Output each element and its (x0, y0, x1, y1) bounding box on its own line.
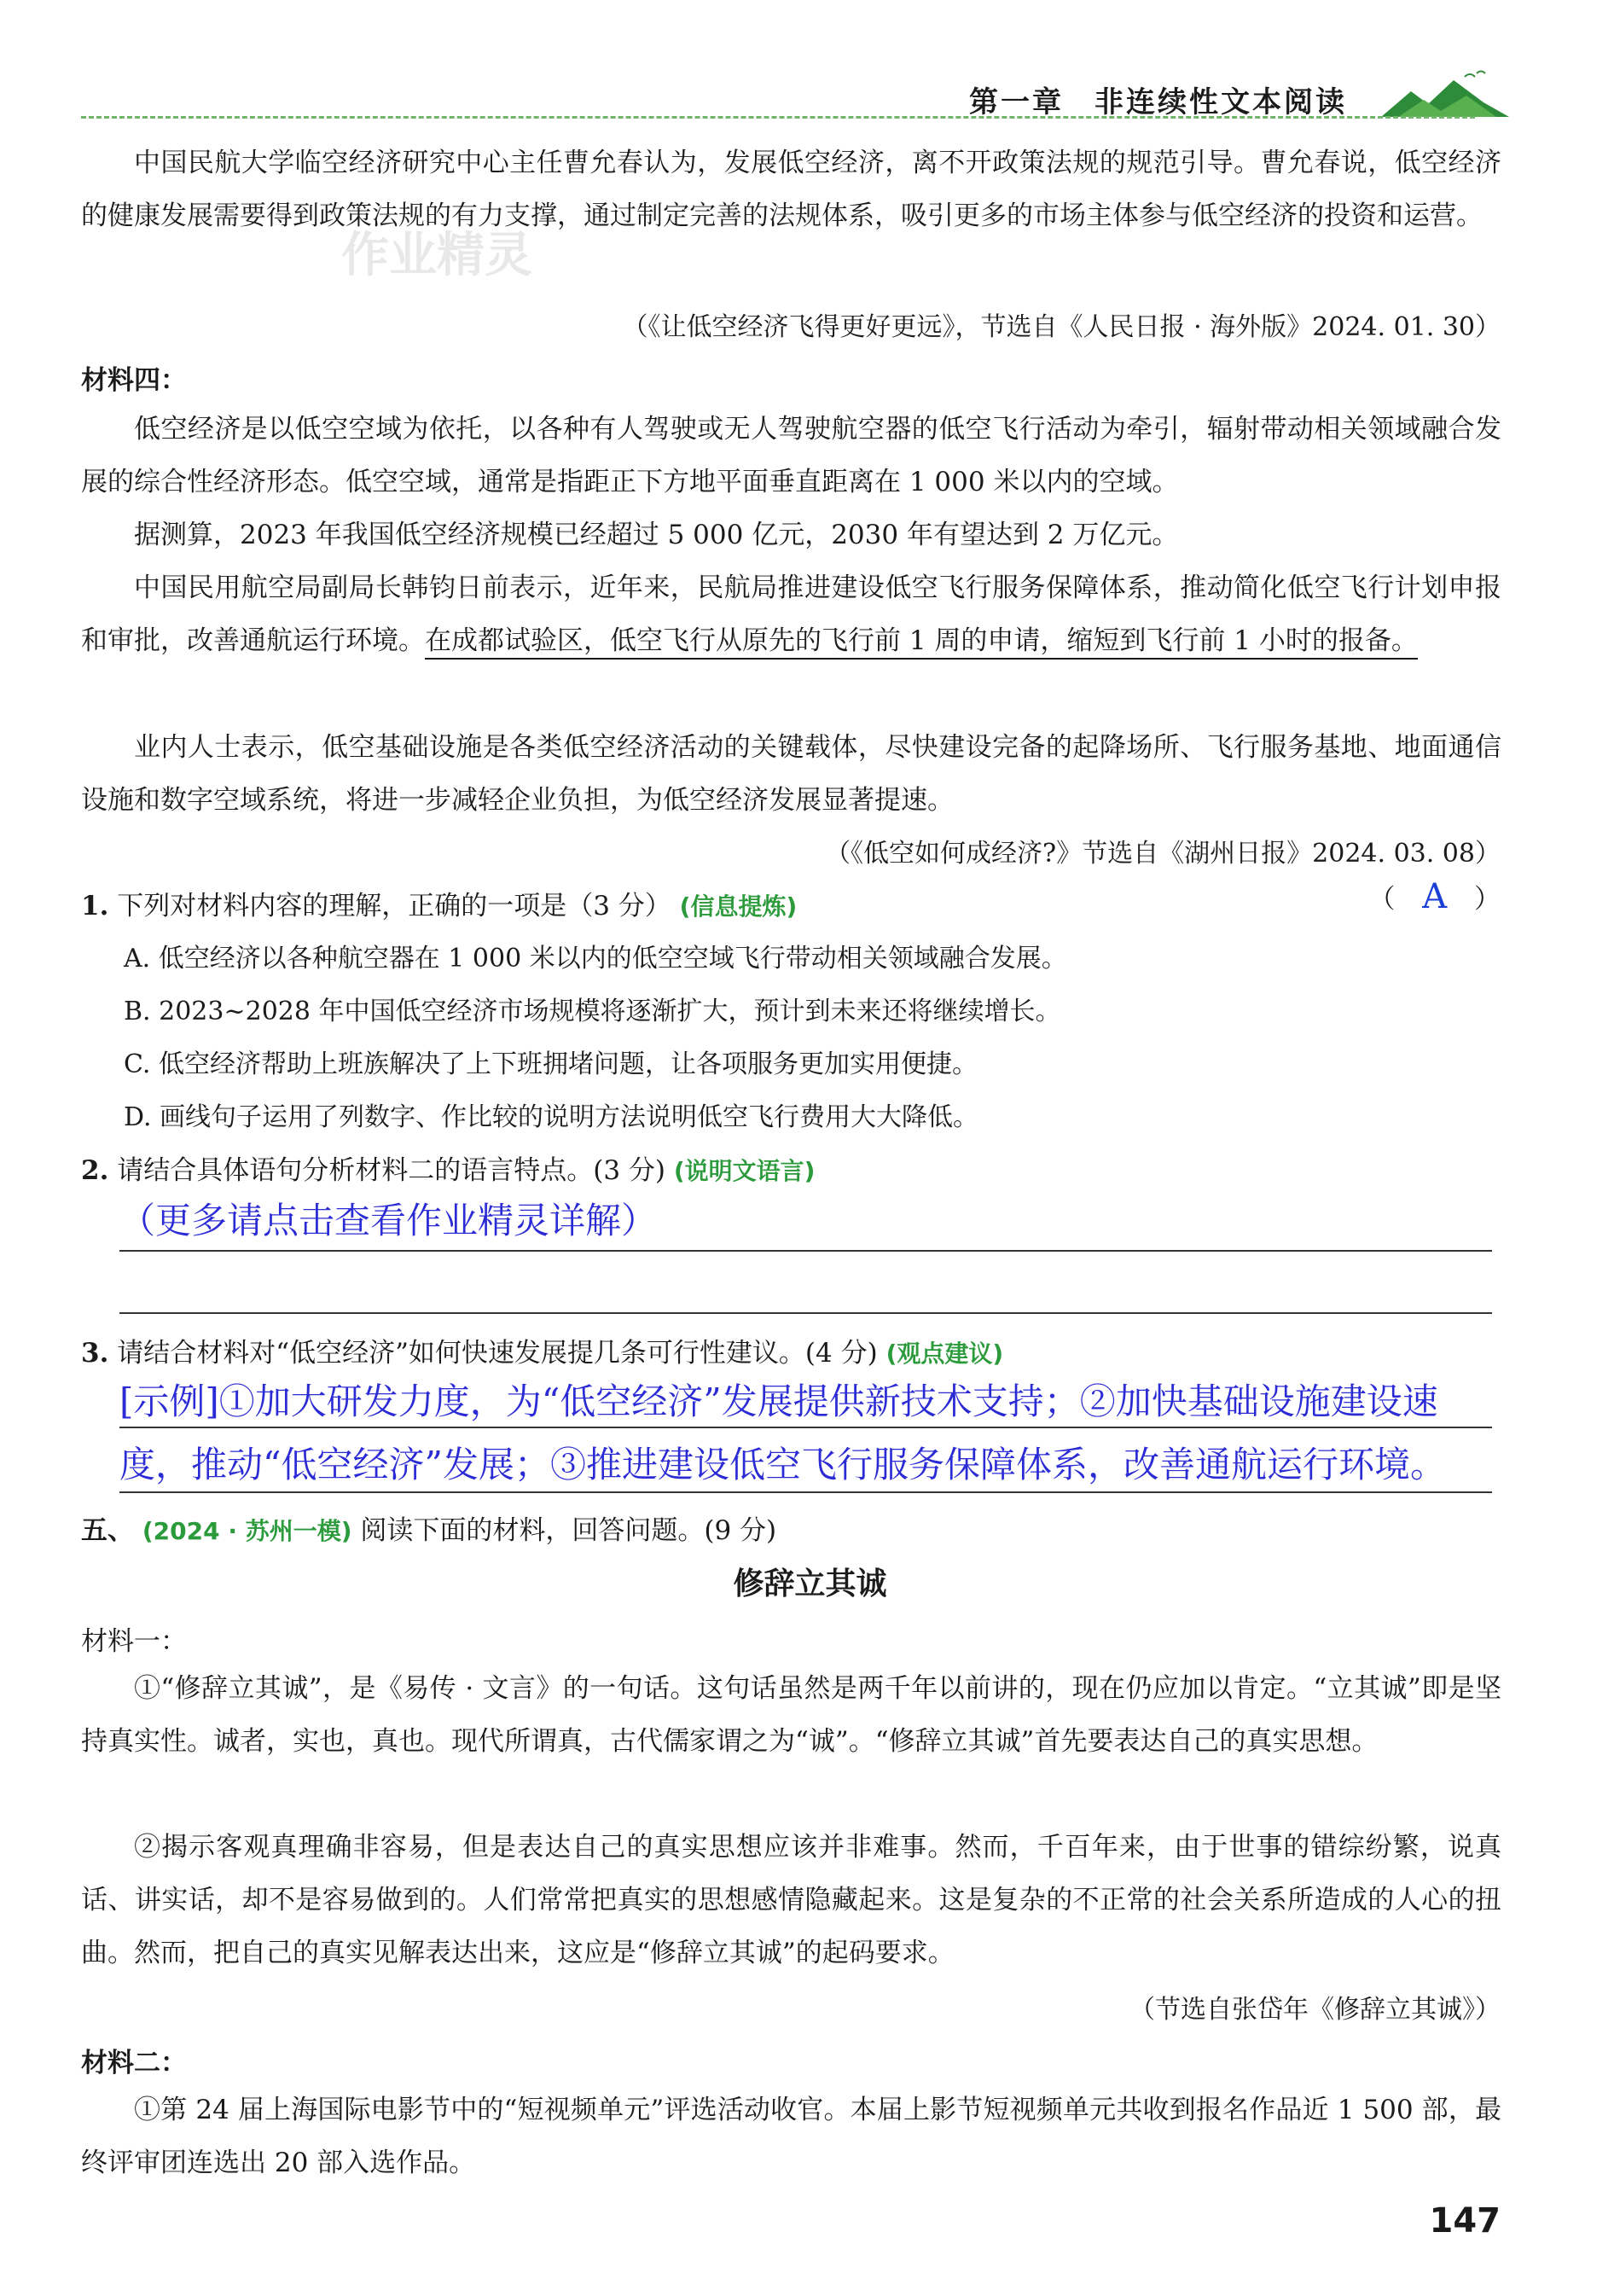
q1-option-d: D. 画线句子运用了列数字、作比较的说明方法说明低空飞行费用大大降低。 (124, 1102, 979, 1132)
q1-option-a: A. 低空经济以各种航空器在 1 000 米以内的低空空域飞行带动相关领域融合发展。 (124, 944, 1067, 974)
s5-material1-p1: ①“修辞立其诚”，是《易传 · 文言》的一句话。这句话虽然是两千年以前讲的，现在仍应加以肯定。“立其诚”即是坚持真实性。诚者，实也，真也。现代所谓真，古代儒家谓之为“诚”。“修辞立其诚”首先要表达自己的真实思想。 (81, 1673, 1501, 1757)
q2-text: 请结合具体语句分析材料二的语言特点。(3 分) (117, 1155, 665, 1186)
watermark: 作业精灵 (341, 228, 532, 283)
material4-p3-text: 中国民用航空局副局长韩钧日前表示，近年来，民航局推进建设低空飞行服务保障体系，推动简化低空飞行计划申报和审批，改善通航运行环境。 (81, 573, 1501, 656)
page-number: 147 (1429, 2201, 1501, 2241)
chapter-header (969, 78, 1347, 120)
answer-rule (119, 1427, 1492, 1428)
q1-number: 1. (81, 891, 109, 921)
q1-answer-box (1368, 877, 1501, 916)
chapter-label: 第一章 (969, 85, 1064, 119)
s5-material2-p1: ①第 24 届上海国际电影节中的“短视频单元”评选活动收官。本届上影节短视频单元共收到报名作品近 1 500 部，最终评审团连选出 20 部入选作品。 (81, 2095, 1501, 2178)
q3-tag: (观点建议) (885, 1340, 1004, 1368)
s5-material1-label: 材料一： (81, 1626, 187, 1657)
q3-text: 请结合材料对“低空经济”如何快速发展提几条可行性建议。(4 分) (117, 1338, 878, 1369)
material4-p2: 据测算，2023 年我国低空经济规模已经超过 5 000 亿元，2030 年有望达到 2 万亿元。 (134, 520, 1179, 550)
header-divider (81, 116, 1475, 119)
answer-rule (119, 1491, 1492, 1493)
chapter-title: 非连续性文本阅读 (1095, 85, 1347, 119)
section-5-label: 五、 (81, 1515, 134, 1546)
material3-paragraph: 中国民航大学临空经济研究中心主任曹允春认为，发展低空经济，离不开政策法规的规范引导。曹允春说，低空经济的健康发展需要得到政策法规的有力支撑，通过制定完善的法规体系，吸引更多的市场主体参与低空经济的投资和运营。 (81, 148, 1501, 231)
q1-tag: (信息提炼) (679, 892, 798, 921)
answer-rule (119, 1250, 1492, 1252)
q3-number: 3. (81, 1338, 109, 1369)
question-3 (81, 1331, 1003, 1369)
answer-rule (119, 1312, 1492, 1314)
mountain-logo-icon (1381, 70, 1509, 121)
q1-option-c: C. 低空经济帮助上班族解决了上下班拥堵问题，让各项服务更加实用便捷。 (124, 1049, 978, 1079)
section-5-text: 阅读下面的材料，回答问题。(9 分) (360, 1515, 777, 1546)
q2-tag: (说明文语言) (673, 1157, 816, 1185)
q1-paren-open: （ (1368, 884, 1396, 915)
s5-material1-source: （节选自张岱年《修辞立其诚》） (1129, 1995, 1501, 2025)
q2-answer[interactable]: （更多请点击查看作业精灵详解） (119, 1200, 658, 1241)
q1-option-b: B. 2023~2028 年中国低空经济市场规模将逐渐扩大，预计到未来还将继续增长。 (124, 997, 1061, 1026)
q3-answer-line-2: 度，推动“低空经济”发展；③推进建设低空飞行服务保障体系，改善通航运行环境。 (119, 1444, 1446, 1485)
section-5-tag: (2024 · 苏州一模) (142, 1517, 352, 1545)
s5-material1-p2: ②揭示客观真理确非容易，但是表达自己的真实思想应该并非难事。然而，千百年来，由于世事的错综纷繁，说真话、讲实话，却不是容易做到的。人们常常把真实的思想感情隐藏起来。这是复杂的不正常的社会关系所造成的人心的扭曲。然而，把自己的真实见解表达出来，这应是“修辞立其诚”的起码要求。 (81, 1832, 1501, 1968)
underlined-sentence: 在成都试验区，低空飞行从原先的飞行前 1 周的申请，缩短到飞行前 1 小时的报备。 (425, 625, 1418, 660)
q2-number: 2. (81, 1155, 109, 1186)
q1-text: 下列对材料内容的理解，正确的一项是（3 分） (117, 891, 671, 921)
material4-source: （《低空如何成经济?》节选自《湖州日报》2024. 03. 08） (825, 839, 1501, 869)
question-2 (81, 1148, 815, 1187)
passage-title: 修辞立其诚 (733, 1567, 887, 1601)
material4-label: 材料四： (81, 365, 187, 396)
q3-answer-line-1: [示例]①加大研发力度，为“低空经济”发展提供新技术支持；②加快基础设施建设速 (119, 1381, 1438, 1422)
q1-paren-close: ） (1474, 884, 1501, 915)
q1-answer: A (1422, 877, 1448, 916)
material4-p1: 低空经济是以低空空域为依托，以各种有人驾驶或无人驾驶航空器的低空飞行活动为牵引，辐射带动相关领域融合发展的综合性经济形态。低空空域，通常是指距正下方地平面垂直距离在 1 000 米以内的空域。 (81, 414, 1501, 497)
question-1 (81, 884, 797, 922)
s5-material2-label: 材料二： (81, 2048, 187, 2078)
material4-p3 (81, 561, 1501, 667)
material3-source: （《让低空经济飞得更好更远》，节选自《人民日报 · 海外版》2024. 01. 30） (622, 312, 1501, 342)
material4-p4: 业内人士表示，低空基础设施是各类低空经济活动的关键载体，尽快建设完备的起降场所、飞行服务基地、地面通信设施和数字空域系统，将进一步减轻企业负担，为低空经济发展显著提速。 (81, 732, 1501, 816)
section-5-heading (81, 1508, 776, 1547)
